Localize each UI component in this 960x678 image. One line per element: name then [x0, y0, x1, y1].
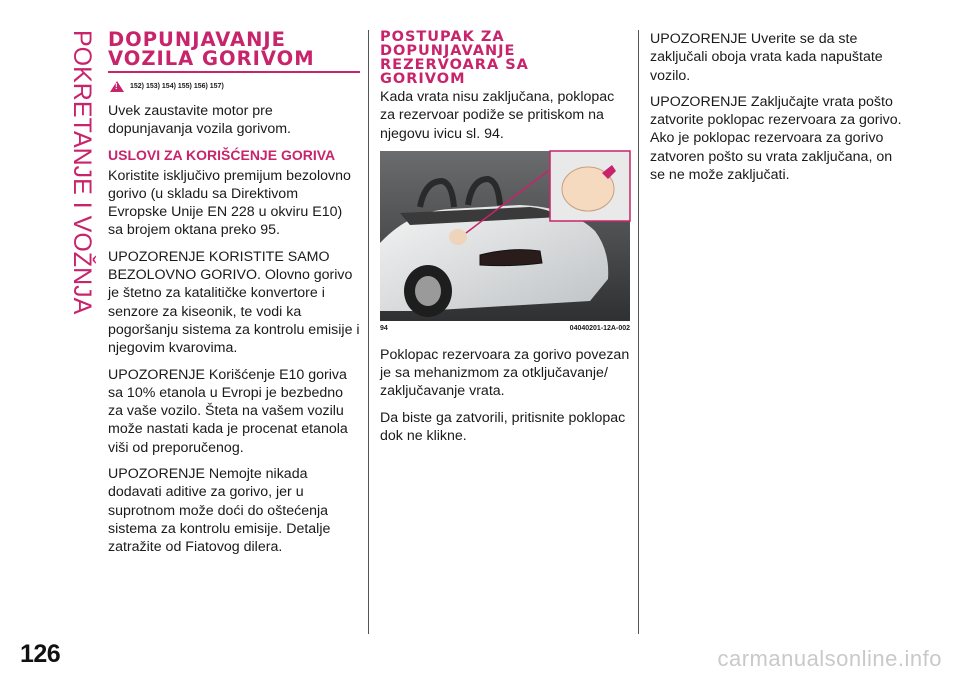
warning-paragraph: UPOZORENJE Nemojte nikada dodavati aditive za gorivo, jer u suprotnom može doći do oštećenja sistema za kontrolu emisije. Detalje zatražite od Fiatovog dilera.	[108, 466, 331, 556]
paragraph: Da biste ga zatvorili, pritisnite poklopac dok ne klikne.	[380, 409, 626, 445]
procedure-title-line: REZERVOARA SA	[380, 57, 529, 73]
warning-paragraph: UPOZORENJE Uverite se da ste zaključali oboja vrata kada napuštate vozilo.	[650, 31, 883, 84]
column-2	[380, 30, 630, 453]
procedure-title-line: GORIVOM	[380, 71, 466, 87]
warning-paragraph: UPOZORENJE Korišćenje E10 goriva sa 10% etanola u Evropi je bezbedno za vaše vozilo. Šteta na vašem vozilu može nastati kada je procenat etanola viši od preporučenog.	[108, 366, 348, 456]
side-title-text: POKRETANJE I VOŽNJA	[68, 30, 96, 315]
title-underline	[108, 71, 360, 73]
paragraph: Koristite isključivo premijum bezolovno gorivo (u skladu sa Direktivom Evropske Unije EN 228 u okviru E10) sa brojem oktana preko 95.	[108, 167, 351, 239]
section-title-line: VOZILA GORIVOM	[108, 47, 315, 70]
section-title-line: DOPUNJAVANJE	[108, 28, 286, 51]
paragraph: Kada vrata nisu zaključana, poklopac za rezervoar podiže se pritiskom na njegovu ivicu sl. 94.	[380, 89, 615, 142]
figure-fuel-door-photo	[380, 151, 630, 321]
watermark: carmanualsonline.info	[717, 646, 942, 671]
column-3	[650, 30, 910, 192]
subsection-heading: USLOVI ZA KORIŠĆENJE GORIVA	[108, 146, 336, 163]
warning-triangle-icon	[110, 81, 124, 92]
column-1	[108, 30, 360, 565]
car-illustration	[380, 151, 630, 321]
intro-paragraph: Uvek zaustavite motor pre dopunjavanja vozila gorivom.	[108, 103, 291, 138]
procedure-title-line: DOPUNJAVANJE	[380, 43, 516, 59]
side-section-title	[0, 0, 96, 315]
paragraph: Poklopac rezervoara za gorivo povezan je sa mehanizmom za otključavanje/ zaključavanje vrata.	[380, 346, 630, 400]
page-number: 126	[20, 640, 61, 668]
procedure-title	[380, 30, 630, 86]
figure-code: 04040201-12A-002	[569, 324, 630, 332]
column-divider	[368, 30, 369, 634]
column-divider	[638, 30, 639, 634]
section-title	[108, 30, 360, 68]
procedure-title-line: POSTUPAK ZA	[380, 29, 505, 45]
reference-numbers: 152) 153) 154) 155) 156) 157)	[130, 83, 224, 90]
figure-number: 94	[380, 324, 388, 332]
figure-caption	[380, 325, 630, 332]
warning-paragraph: UPOZORENJE Zaključajte vrata pošto zatvorite poklopac rezervoara za gorivo. Ako je poklopac rezervoara za gorivo zatvoren pošto su vrata zaključana, on se ne može zaključati.	[650, 93, 902, 184]
warning-references	[108, 81, 360, 92]
warning-paragraph: UPOZORENJE KORISTITE SAMO BEZOLOVNO GORIVO. Olovno gorivo je štetno za katalitičke konvertore i senzore za kiseonik, te vodi ka pogoršanju sistema za kontrolu emisije i njegovim kvarovima.	[108, 248, 360, 357]
